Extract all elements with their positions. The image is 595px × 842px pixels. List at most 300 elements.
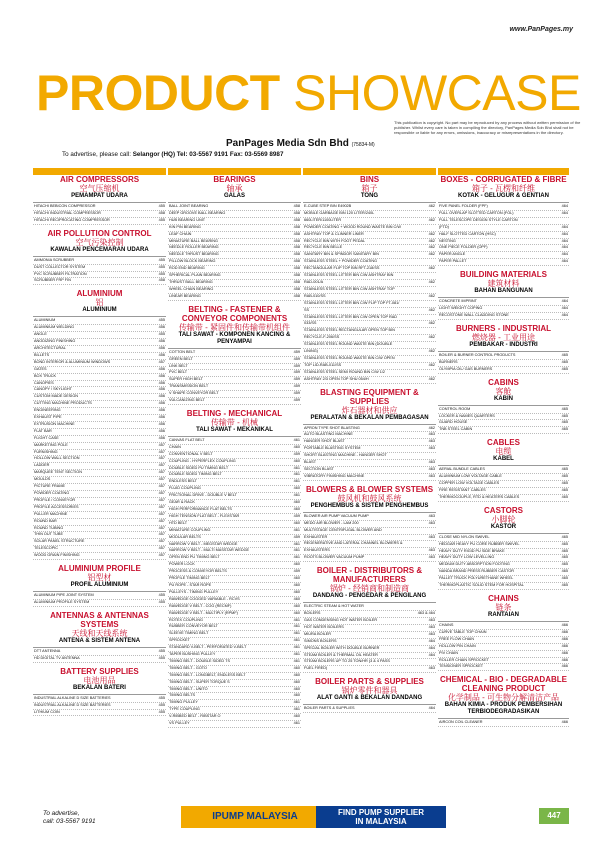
index-entry[interactable] bbox=[168, 638, 301, 645]
entry-label: HITACHI RECIPROCATING COMPRESSOR bbox=[34, 217, 110, 222]
index-entry[interactable] bbox=[303, 632, 436, 639]
entry-page-number: 460 bbox=[293, 686, 300, 691]
index-entry[interactable] bbox=[438, 239, 569, 246]
index-entry[interactable] bbox=[168, 364, 301, 371]
index-entry[interactable] bbox=[33, 649, 166, 656]
entry-label: SLEEVE TIMING BELT bbox=[169, 631, 209, 636]
category-heading: BEARINGS bbox=[213, 175, 256, 184]
entry-label: PORTABLE BLASTING SYSTEM bbox=[304, 446, 361, 451]
index-entry[interactable] bbox=[33, 491, 166, 498]
index-entry[interactable] bbox=[438, 467, 569, 474]
entry-page-number: 466 bbox=[561, 664, 568, 669]
entry-page-number: 463 bbox=[428, 432, 435, 437]
index-entry[interactable] bbox=[168, 259, 301, 266]
index-entry[interactable] bbox=[303, 453, 436, 460]
index-entry[interactable] bbox=[303, 218, 436, 225]
index-entry[interactable] bbox=[303, 706, 436, 713]
category-heading-malay: TALI SAWAT - MEKANIKAL bbox=[168, 427, 301, 437]
index-entry[interactable] bbox=[33, 258, 166, 265]
index-entry[interactable] bbox=[168, 548, 301, 555]
index-entry[interactable] bbox=[303, 211, 436, 218]
entry-label: RAD-001/A bbox=[304, 279, 324, 284]
index-entry[interactable] bbox=[168, 631, 301, 638]
entry-page-number: 463 bbox=[428, 548, 435, 553]
index-entry[interactable] bbox=[303, 266, 436, 273]
index-entry[interactable] bbox=[438, 353, 569, 360]
index-entry[interactable] bbox=[303, 439, 436, 446]
index-entry[interactable] bbox=[33, 408, 166, 415]
index-entry[interactable] bbox=[303, 328, 436, 335]
index-entry[interactable] bbox=[33, 600, 166, 607]
index-entry[interactable] bbox=[303, 321, 436, 328]
index-entry[interactable] bbox=[303, 618, 436, 625]
index-entry[interactable] bbox=[303, 555, 436, 562]
index-entry[interactable] bbox=[168, 218, 301, 225]
entry-page-number bbox=[433, 328, 435, 334]
entry-page-number: 456 bbox=[158, 401, 165, 406]
index-entry[interactable] bbox=[33, 519, 166, 526]
index-entry[interactable] bbox=[33, 346, 166, 353]
entry-page-number: 461 bbox=[293, 631, 300, 636]
entry-label: EXHAUSTERS bbox=[304, 548, 330, 553]
index-entry[interactable] bbox=[33, 505, 166, 512]
index-entry[interactable] bbox=[168, 245, 301, 252]
entry-page-number: 464 bbox=[561, 245, 568, 250]
index-entry[interactable] bbox=[33, 218, 166, 225]
entry-label: SPHERICAL PLAIN BEARING bbox=[169, 273, 221, 278]
index-entry[interactable] bbox=[33, 526, 166, 533]
index-entry[interactable] bbox=[438, 488, 569, 495]
index-entry[interactable] bbox=[303, 432, 436, 439]
index-entry[interactable] bbox=[303, 377, 436, 384]
index-entry[interactable] bbox=[33, 546, 166, 553]
index-entry[interactable] bbox=[303, 548, 436, 555]
index-entry[interactable] bbox=[303, 259, 436, 266]
index-entry[interactable] bbox=[168, 673, 301, 680]
entry-label: VS PULLEY bbox=[169, 721, 190, 726]
index-entry[interactable] bbox=[168, 700, 301, 707]
index-entry[interactable] bbox=[303, 467, 436, 474]
index-entry[interactable] bbox=[33, 477, 166, 484]
entry-label: GAS CONDENSING HOT WATER BOILER bbox=[304, 617, 378, 622]
index-entry[interactable] bbox=[33, 463, 166, 470]
index-entry[interactable] bbox=[168, 459, 301, 466]
index-entry[interactable] bbox=[438, 367, 569, 374]
index-entry[interactable] bbox=[303, 426, 436, 433]
index-entry[interactable] bbox=[438, 420, 569, 427]
index-entry[interactable] bbox=[168, 287, 301, 294]
index-entry[interactable] bbox=[303, 604, 436, 611]
index-entry[interactable] bbox=[303, 646, 436, 653]
entry-label: EXHAUSTER bbox=[304, 534, 328, 539]
index-entry[interactable] bbox=[168, 721, 301, 728]
index-entry[interactable] bbox=[33, 204, 166, 211]
entry-label: ASHTRAY TOP & CLINNER LINER bbox=[304, 231, 364, 236]
entry-page-number: 460 bbox=[293, 562, 300, 567]
entry-label: PROCESS & CONVEYOR BELTS bbox=[169, 569, 227, 574]
index-entry[interactable] bbox=[168, 452, 301, 459]
index-entry[interactable] bbox=[33, 422, 166, 429]
index-entry[interactable] bbox=[168, 398, 301, 405]
entry-page-number: 464 bbox=[561, 231, 568, 236]
index-entry[interactable] bbox=[168, 535, 301, 542]
footer bbox=[33, 806, 569, 830]
entry-label: 033/SS bbox=[304, 321, 317, 326]
index-entry[interactable] bbox=[33, 539, 166, 546]
entry-page-number: 465 bbox=[561, 352, 568, 357]
index-entry[interactable] bbox=[438, 225, 569, 232]
index-entry[interactable] bbox=[33, 443, 166, 450]
index-entry[interactable] bbox=[33, 339, 166, 346]
index-entry[interactable] bbox=[33, 415, 166, 422]
index-entry[interactable] bbox=[438, 414, 569, 421]
entry-label: MULTISTAGE CENTRIFUGAL BLOWER AND bbox=[304, 527, 382, 532]
index-entry[interactable] bbox=[303, 315, 436, 322]
index-entry[interactable] bbox=[303, 514, 436, 521]
index-entry[interactable] bbox=[303, 474, 436, 481]
index-entry[interactable] bbox=[303, 239, 436, 246]
index-entry[interactable] bbox=[168, 370, 301, 377]
entry-page-number: 459 bbox=[293, 398, 300, 403]
index-entry[interactable] bbox=[303, 363, 436, 370]
index-entry[interactable] bbox=[438, 549, 569, 556]
index-entry[interactable] bbox=[303, 301, 436, 308]
index-entry[interactable] bbox=[438, 542, 569, 549]
index-entry[interactable] bbox=[168, 273, 301, 280]
index-entry[interactable] bbox=[303, 225, 436, 232]
index-entry[interactable] bbox=[438, 474, 569, 481]
index-entry[interactable] bbox=[33, 265, 166, 272]
index-entry[interactable] bbox=[33, 696, 166, 703]
index-entry[interactable] bbox=[303, 335, 436, 342]
index-entry[interactable] bbox=[168, 391, 301, 398]
entry-label: ANODIZING FINISHING bbox=[34, 339, 76, 344]
index-entry[interactable] bbox=[303, 308, 436, 315]
index-entry[interactable] bbox=[438, 245, 569, 252]
index-entry[interactable] bbox=[438, 427, 569, 434]
index-entry[interactable] bbox=[303, 541, 436, 548]
index-entry[interactable] bbox=[33, 394, 166, 401]
index-entry[interactable] bbox=[303, 625, 436, 632]
index-entry[interactable] bbox=[168, 714, 301, 721]
index-entry[interactable] bbox=[168, 500, 301, 507]
entry-page-number: 464 bbox=[561, 210, 568, 215]
entry-label: ALUMINIUM PROFILE SYSTEM bbox=[34, 599, 90, 604]
index-entry[interactable] bbox=[303, 342, 436, 349]
index-entry[interactable] bbox=[303, 611, 436, 618]
category-heading: CASTORS bbox=[484, 505, 523, 515]
entry-label: BURNERS bbox=[439, 359, 458, 364]
entry-label: AIRCON COIL CLEANER bbox=[439, 720, 483, 725]
index-entry[interactable] bbox=[33, 436, 166, 443]
index-entry[interactable] bbox=[303, 639, 436, 646]
entry-page-number: 457 bbox=[158, 463, 165, 468]
index-entry[interactable] bbox=[33, 318, 166, 325]
index-entry[interactable] bbox=[168, 350, 301, 357]
index-entry[interactable] bbox=[168, 645, 301, 652]
index-entry[interactable] bbox=[438, 481, 569, 488]
entry-page-number: 455 bbox=[158, 271, 165, 276]
index-entry[interactable] bbox=[168, 707, 301, 714]
index-entry[interactable] bbox=[168, 597, 301, 604]
index-entry[interactable] bbox=[303, 653, 436, 660]
index-entry[interactable] bbox=[303, 273, 436, 280]
index-entry[interactable] bbox=[33, 367, 166, 374]
index-entry[interactable] bbox=[438, 495, 569, 502]
index-entry[interactable] bbox=[303, 280, 436, 287]
index-entry[interactable] bbox=[303, 349, 436, 356]
index-entry[interactable] bbox=[33, 381, 166, 388]
entry-page-number: 462 bbox=[428, 335, 435, 340]
index-entry[interactable] bbox=[168, 687, 301, 694]
index-entry[interactable] bbox=[33, 710, 166, 717]
entry-page-number bbox=[433, 315, 435, 321]
index-entry[interactable] bbox=[33, 401, 166, 408]
website-url[interactable]: www.PanPages.my bbox=[509, 26, 573, 33]
entry-page-number: 459 bbox=[293, 356, 300, 361]
find-pump-banner[interactable]: FIND PUMP SUPPLIER IN MALAYSIA bbox=[316, 806, 446, 828]
entry-page-number: 455 bbox=[158, 648, 165, 653]
index-entry[interactable] bbox=[33, 498, 166, 505]
index-entry[interactable] bbox=[438, 306, 569, 313]
index-entry[interactable] bbox=[168, 542, 301, 549]
index-entry[interactable] bbox=[168, 514, 301, 521]
index-entry[interactable] bbox=[303, 535, 436, 542]
index-entry[interactable] bbox=[168, 357, 301, 364]
entry-label: THERMOPLASTIC SOLID STEM FOR HOSPITAL bbox=[439, 583, 524, 588]
index-entry[interactable] bbox=[33, 703, 166, 710]
index-entry[interactable] bbox=[168, 252, 301, 259]
index-entry[interactable] bbox=[168, 280, 301, 287]
entry-page-number: 463 bbox=[428, 631, 435, 636]
entry-label: RUBBER CONVEYOR BELT bbox=[169, 624, 218, 629]
index-entry[interactable] bbox=[168, 466, 301, 473]
index-entry[interactable] bbox=[168, 225, 301, 232]
index-entry[interactable] bbox=[33, 387, 166, 394]
index-entry[interactable] bbox=[168, 555, 301, 562]
index-entry[interactable] bbox=[438, 658, 569, 665]
index-entry[interactable] bbox=[33, 532, 166, 539]
index-entry[interactable] bbox=[33, 656, 166, 663]
index-entry[interactable] bbox=[33, 360, 166, 367]
index-entry[interactable] bbox=[438, 630, 569, 637]
entry-label: PU ROPE - STAR ROPE bbox=[169, 582, 212, 587]
index-entry[interactable] bbox=[438, 218, 569, 225]
category-section bbox=[438, 675, 569, 727]
entry-label: LEAF CHAIN bbox=[169, 231, 192, 236]
index-entry[interactable] bbox=[438, 583, 569, 590]
entry-label: STEAM BOILER & THERMAL OIL HEATER bbox=[304, 652, 378, 657]
index-entry[interactable] bbox=[303, 287, 436, 294]
entry-page-number: 465 bbox=[561, 562, 568, 567]
index-entry[interactable] bbox=[168, 576, 301, 583]
category-heading-chinese: 锅炉 - 经销商和制造商 bbox=[329, 584, 410, 594]
category-heading: BOILER - DISTRIBUTORS & MANUFACTURERS bbox=[316, 566, 423, 585]
index-entry[interactable] bbox=[438, 651, 569, 658]
index-entry[interactable] bbox=[303, 370, 436, 377]
index-entry[interactable] bbox=[33, 429, 166, 436]
entry-label: STAINLESS STEEL LITTER BIN C/W ASHTRAY TOP bbox=[304, 286, 395, 291]
index-entry[interactable] bbox=[303, 446, 436, 453]
index-entry[interactable] bbox=[168, 680, 301, 687]
entry-label: ONE PIECE FOLDER (OPF) bbox=[439, 245, 488, 250]
entry-page-number: 463 bbox=[428, 624, 435, 629]
index-entry[interactable] bbox=[168, 486, 301, 493]
index-entry[interactable] bbox=[438, 232, 569, 239]
index-entry[interactable] bbox=[303, 232, 436, 239]
entry-page-number bbox=[433, 287, 435, 293]
index-entry[interactable] bbox=[168, 507, 301, 514]
index-entry[interactable] bbox=[303, 521, 436, 528]
index-entry[interactable] bbox=[438, 407, 569, 414]
index-entry[interactable] bbox=[33, 450, 166, 457]
category-heading-malay: BAHAN KIMIA - PRODUK PEMBERSIHAN TERBIODEGRADASIKAN bbox=[438, 702, 569, 719]
entry-label: 660LITER/1100LITER bbox=[304, 217, 342, 222]
index-entry[interactable] bbox=[168, 294, 301, 301]
entry-page-number: 456 bbox=[158, 373, 165, 378]
index-entry[interactable] bbox=[33, 553, 166, 560]
entry-page-number: 464 bbox=[561, 299, 568, 304]
index-entry[interactable] bbox=[438, 211, 569, 218]
entry-label: ROD END BEARING bbox=[169, 266, 205, 271]
category-heading: ANTENNAS & ANTENNAS SYSTEMS bbox=[50, 610, 149, 629]
entry-page-number: 458 bbox=[293, 204, 300, 208]
index-entry[interactable] bbox=[168, 652, 301, 659]
entry-label: CONVENTIONAL V BELT bbox=[169, 451, 213, 456]
index-entry[interactable] bbox=[303, 252, 436, 259]
entry-label: FREE FLOW CHAIN bbox=[439, 636, 475, 641]
index-entry[interactable] bbox=[168, 479, 301, 486]
index-entry[interactable] bbox=[33, 272, 166, 279]
entry-label: GEAR & RACK bbox=[169, 500, 195, 505]
index-entry[interactable] bbox=[438, 555, 569, 562]
index-entry[interactable] bbox=[438, 299, 569, 306]
entry-page-number: 462 bbox=[428, 307, 435, 312]
entry-page-number: 466 bbox=[561, 650, 568, 655]
index-entry[interactable] bbox=[168, 583, 301, 590]
index-entry[interactable] bbox=[168, 528, 301, 535]
index-entry[interactable] bbox=[33, 470, 166, 477]
index-entry[interactable] bbox=[168, 445, 301, 452]
index-entry[interactable] bbox=[303, 528, 436, 535]
index-entry[interactable] bbox=[438, 562, 569, 569]
index-entry[interactable] bbox=[168, 521, 301, 528]
entry-page-number: 465 bbox=[561, 481, 568, 486]
index-entry[interactable] bbox=[438, 720, 569, 727]
index-entry[interactable] bbox=[33, 353, 166, 360]
index-entry[interactable] bbox=[168, 611, 301, 618]
index-entry[interactable] bbox=[168, 604, 301, 611]
entry-label: THERMOCOUPLE, RTD & HEATERS CABLES bbox=[439, 494, 520, 499]
category-heading: CABINS bbox=[488, 377, 519, 387]
index-entry[interactable] bbox=[438, 259, 569, 266]
index-entry[interactable] bbox=[168, 384, 301, 391]
index-entry[interactable] bbox=[303, 294, 436, 301]
index-entry[interactable] bbox=[438, 623, 569, 630]
index-entry[interactable] bbox=[168, 438, 301, 445]
index-entry[interactable] bbox=[33, 456, 166, 463]
index-entry[interactable] bbox=[168, 211, 301, 218]
index-entry[interactable] bbox=[168, 618, 301, 625]
index-entry[interactable] bbox=[438, 576, 569, 583]
entry-label: FLAT BAR bbox=[34, 428, 52, 433]
index-entry[interactable] bbox=[33, 593, 166, 600]
index-entry[interactable] bbox=[33, 332, 166, 339]
index-entry[interactable] bbox=[168, 569, 301, 576]
entry-label: OPEN END PU TIMING BELT bbox=[169, 555, 220, 560]
index-entry[interactable] bbox=[438, 569, 569, 576]
category-heading: BOXES - CORRUGATED & FIBRE bbox=[440, 175, 567, 184]
entry-page-number bbox=[433, 259, 435, 265]
entry-page-number: 465 bbox=[561, 548, 568, 553]
index-entry[interactable] bbox=[438, 535, 569, 542]
index-entry[interactable] bbox=[168, 693, 301, 700]
entry-label: POWER LOCK bbox=[169, 562, 195, 567]
index-entry[interactable] bbox=[33, 484, 166, 491]
index-entry[interactable] bbox=[303, 204, 436, 211]
index-entry[interactable] bbox=[168, 232, 301, 239]
entry-label: LINING) bbox=[304, 349, 318, 354]
index-entry[interactable] bbox=[168, 493, 301, 500]
ipump-banner[interactable]: IPUMP MALAYSIA bbox=[181, 806, 329, 828]
index-entry[interactable] bbox=[168, 204, 301, 211]
category-section bbox=[33, 611, 166, 663]
entry-label: SHORT BLASTING MACHINE - HANGER SHOT bbox=[304, 453, 387, 458]
index-entry[interactable] bbox=[438, 252, 569, 259]
index-entry[interactable] bbox=[303, 245, 436, 252]
index-entry[interactable] bbox=[33, 211, 166, 218]
index-entry[interactable] bbox=[168, 624, 301, 631]
index-entry[interactable] bbox=[438, 360, 569, 367]
index-entry[interactable] bbox=[303, 356, 436, 363]
title-bold: PRODUCT bbox=[36, 65, 280, 121]
entry-page-number: 462 bbox=[428, 217, 435, 222]
index-entry[interactable] bbox=[438, 644, 569, 651]
index-entry[interactable] bbox=[33, 512, 166, 519]
entry-page-number bbox=[433, 301, 435, 307]
category-section bbox=[438, 594, 569, 671]
entry-page-number: 458 bbox=[293, 293, 300, 298]
index-entry[interactable] bbox=[168, 590, 301, 597]
category-section bbox=[303, 677, 436, 713]
index-entry[interactable] bbox=[303, 666, 436, 673]
entry-page-number: 461 bbox=[293, 700, 300, 705]
index-entry[interactable] bbox=[168, 659, 301, 666]
index-entry[interactable] bbox=[438, 204, 569, 211]
index-entry[interactable] bbox=[303, 460, 436, 467]
index-entry[interactable] bbox=[438, 664, 569, 671]
category-heading-chinese: 铝 bbox=[95, 298, 104, 308]
index-entry[interactable] bbox=[33, 374, 166, 381]
index-entry[interactable] bbox=[168, 239, 301, 246]
entry-label: INDUSTRIAL ALKALINE D SIZE BATTERIES bbox=[34, 695, 111, 700]
index-entry[interactable] bbox=[33, 278, 166, 285]
index-entry[interactable] bbox=[303, 659, 436, 666]
contact-line bbox=[62, 151, 283, 158]
entry-page-number: 458 bbox=[293, 224, 300, 229]
index-entry[interactable] bbox=[168, 266, 301, 273]
index-entry[interactable] bbox=[438, 313, 569, 320]
index-entry[interactable] bbox=[168, 562, 301, 569]
index-entry[interactable] bbox=[33, 325, 166, 332]
index-column-2 bbox=[168, 168, 301, 732]
index-entry[interactable] bbox=[438, 637, 569, 644]
index-entry[interactable] bbox=[168, 377, 301, 384]
entry-label: TENSIONER SPROCKET bbox=[439, 664, 484, 669]
index-entry[interactable] bbox=[168, 666, 301, 673]
entry-page-number: 464 bbox=[428, 638, 435, 643]
index-entry[interactable] bbox=[168, 472, 301, 479]
